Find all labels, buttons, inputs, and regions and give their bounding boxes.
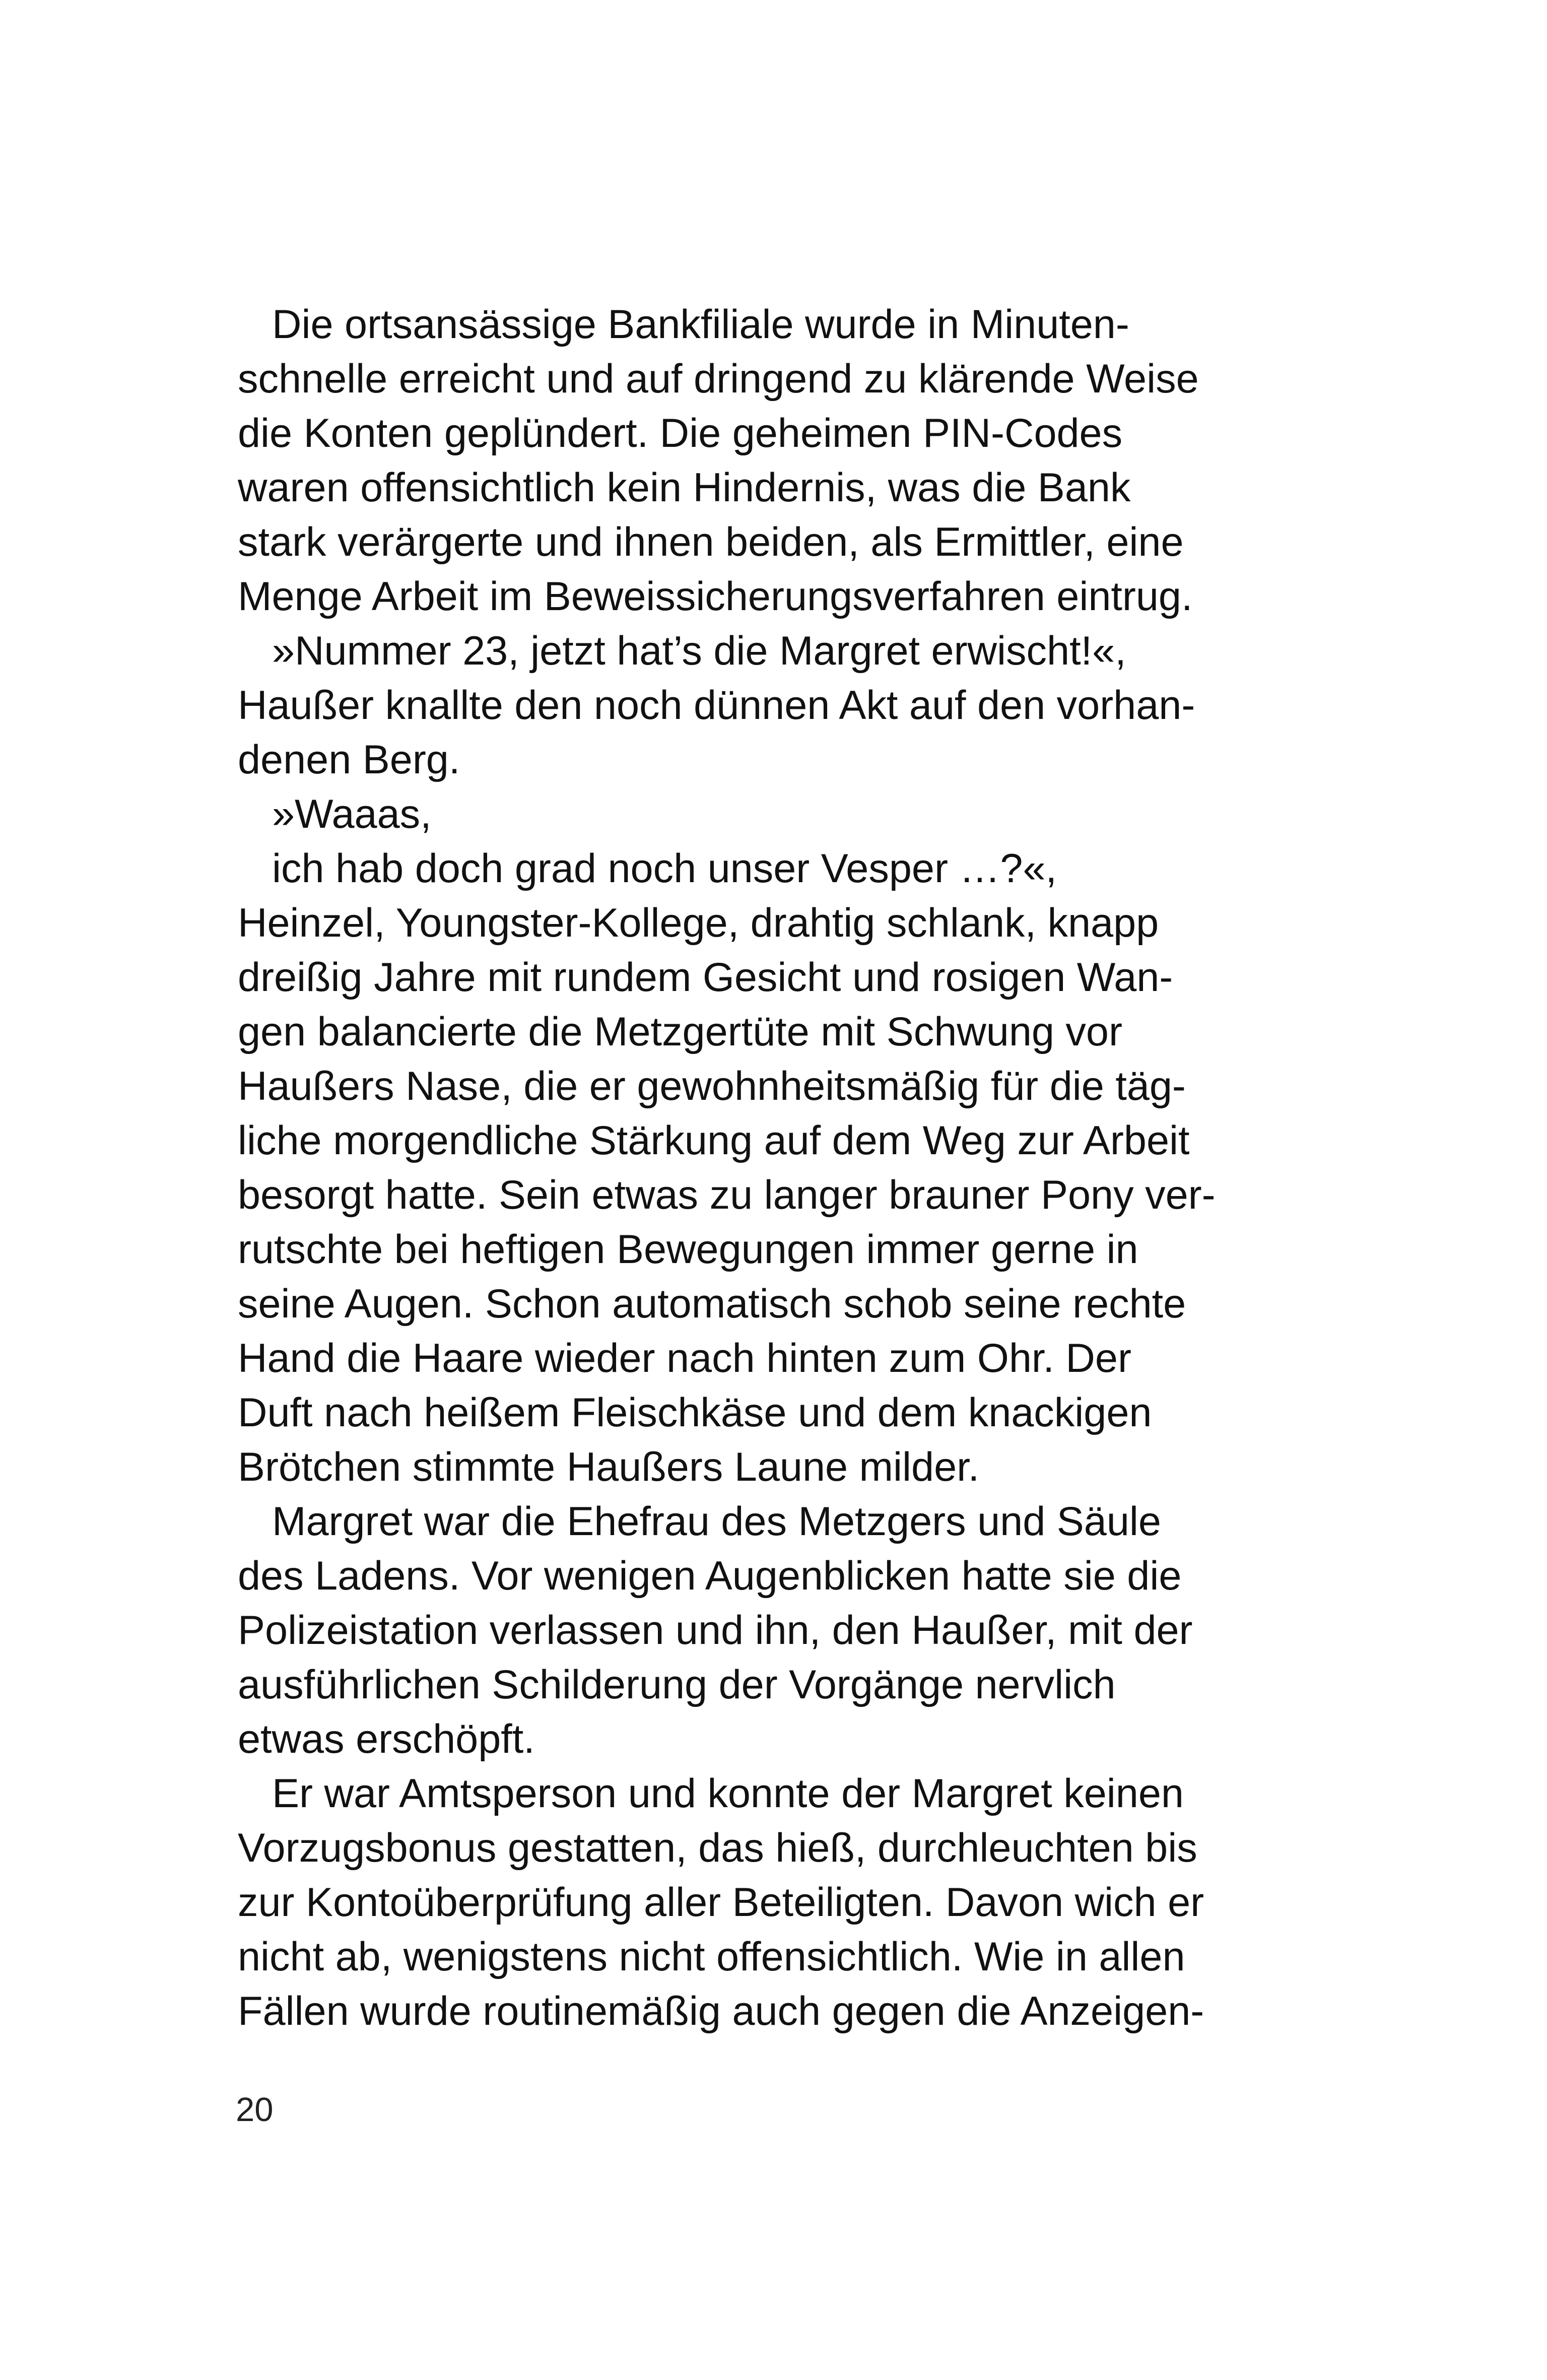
text-line: Heinzel, Youngster-Kollege, drahtig schlank, knapp: [238, 900, 1159, 946]
text-line: Fällen wurde routinemäßig auch gegen die Anzeigen-: [238, 1989, 1204, 2034]
text-line: Er war Amtsperson und konnte der Margret keinen: [272, 1771, 1184, 1816]
text-line: Haußer knallte den noch dünnen Akt auf den vorhan-: [238, 683, 1195, 728]
text-line: liche morgendliche Stärkung auf dem Weg zur Arbeit: [238, 1118, 1190, 1163]
page-number: 20: [236, 2091, 274, 2129]
text-line: seine Augen. Schon automatisch schob seine rechte: [238, 1281, 1186, 1327]
text-line: schnelle erreicht und auf dringend zu klärende Weise: [238, 356, 1199, 402]
text-line: denen Berg.: [238, 737, 460, 782]
text-line: dreißig Jahre mit rundem Gesicht und rosigen Wan-: [238, 955, 1173, 1000]
text-line: nicht ab, wenigstens nicht offensichtlich. Wie in allen: [238, 1934, 1185, 1979]
text-line: Brötchen stimmte Haußers Laune milder.: [238, 1444, 980, 1490]
text-line: Hand die Haare wieder nach hinten zum Ohr. Der: [238, 1336, 1131, 1381]
text-line: Polizeistation verlassen und ihn, den Haußer, mit der: [238, 1608, 1193, 1653]
text-line: Die ortsansässige Bankfiliale wurde in Minuten-: [272, 302, 1129, 347]
text-line: gen balancierte die Metzgertüte mit Schwung vor: [238, 1009, 1122, 1054]
text-line: die Konten geplündert. Die geheimen PIN-Codes: [238, 411, 1123, 456]
text-line: Haußers Nase, die er gewohnheitsmäßig für die täg-: [238, 1064, 1186, 1109]
text-line: Margret war die Ehefrau des Metzgers und Säule: [272, 1499, 1161, 1544]
text-line: ich hab doch grad noch unser Vesper …?«,: [272, 846, 1057, 891]
text-line: Vorzugsbonus gestatten, das hieß, durchleuchten bis: [238, 1825, 1197, 1871]
text-line: Menge Arbeit im Beweissicherungsverfahren eintrug.: [238, 574, 1193, 619]
text-line: zur Kontoüberprüfung aller Beteiligten. Davon wich er: [238, 1880, 1204, 1925]
text-line: des Ladens. Vor wenigen Augenblicken hatte sie die: [238, 1553, 1182, 1599]
text-line: besorgt hatte. Sein etwas zu langer brauner Pony ver-: [238, 1172, 1216, 1218]
text-line: etwas erschöpft.: [238, 1716, 535, 1762]
text-line: stark verärgerte und ihnen beiden, als Ermittler, eine: [238, 519, 1184, 565]
text-line: rutschte bei heftigen Bewegungen immer gerne in: [238, 1227, 1138, 1272]
text-line: Duft nach heißem Fleischkäse und dem knackigen: [238, 1390, 1152, 1435]
text-line: waren offensichtlich kein Hindernis, was die Bank: [238, 465, 1131, 510]
text-line: »Waaas,: [272, 791, 432, 837]
text-line: »Nummer 23, jetzt hat’s die Margret erwischt!«,: [272, 628, 1126, 674]
text-line: ausführlichen Schilderung der Vorgänge nervlich: [238, 1662, 1116, 1707]
